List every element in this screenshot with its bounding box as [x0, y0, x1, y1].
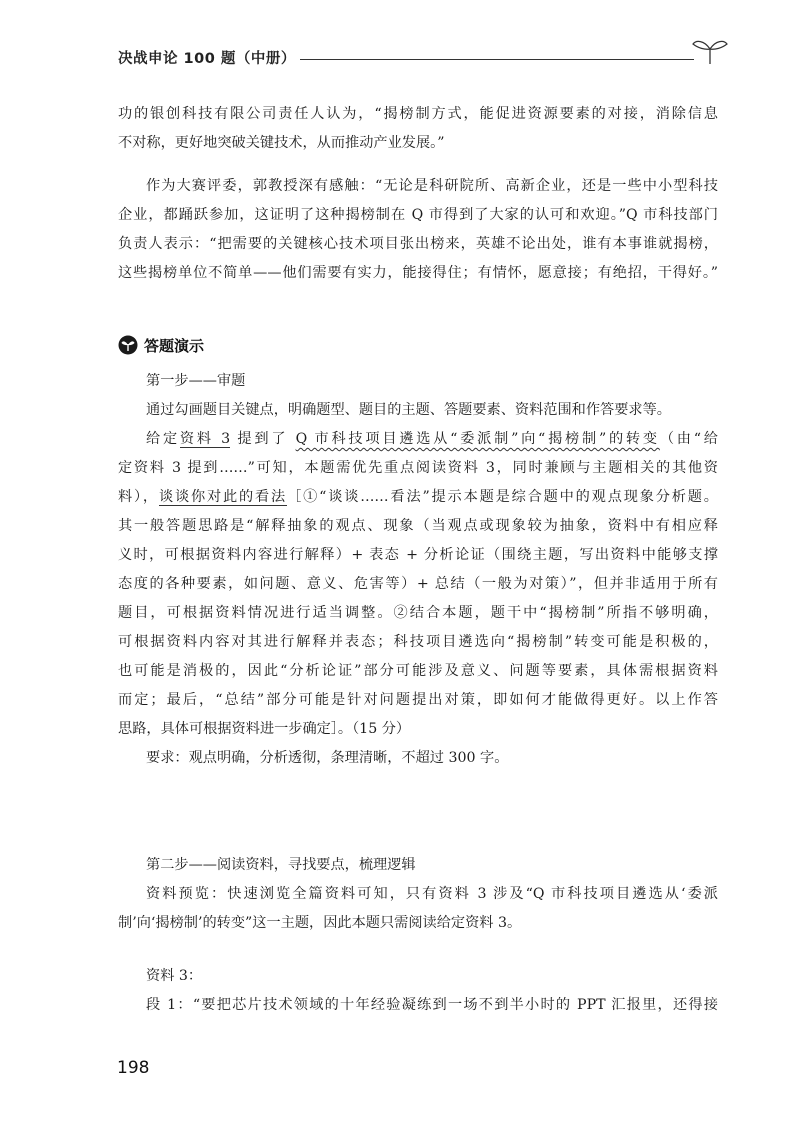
requirement: 要求：观点明确，分析透彻，条理清晰，不超过 300 字。: [146, 750, 509, 766]
underlined-text: 资料 3: [179, 431, 231, 447]
section-title: 答题演示: [144, 336, 205, 355]
running-header: [118, 44, 718, 72]
text-line: 定资料 3 提到……”可知，本题需优先重点阅读资料 3，同时兼顾与主题相关的其他资: [118, 460, 718, 476]
book-title: 决战申论 100 题（中册）: [118, 51, 296, 67]
text-fragment: 提到了: [230, 431, 296, 447]
text-line: 功的银创科技有限公司责任人认为，“揭榜制方式，能促进资源要素的对接，消除信息: [118, 106, 718, 122]
text-line: [118, 425, 718, 454]
text-line: 其一般答题思路是“解释抽象的观点、现象（当观点或现象较为抽象，资料中有相应释: [118, 518, 718, 534]
text-fragment: 料），: [118, 489, 159, 505]
text-fragment: （由“给: [659, 431, 718, 447]
text-line: 通过勾画题目关键点，明确题型、题目的主题、答题要素、资料范围和作答要求等。: [146, 402, 671, 418]
sprout-icon: [690, 36, 730, 66]
text-fragment: ［①“谈谈……看法”提示本题是综合题中的观点现象分析题。: [287, 489, 718, 505]
text-line: 资料预览：快速浏览全篇资料可知，只有资料 3 涉及“Q 市科技项目遴选从‘委派: [146, 886, 718, 902]
paragraph-1: [118, 100, 718, 158]
page-number: 198: [117, 1058, 150, 1078]
text-line: 题目，可根据资料情况进行适当调整。②结合本题，题干中“揭榜制”所指不够明确，: [118, 605, 718, 621]
step-title: 第一步——审题: [146, 373, 246, 389]
underlined-text: 谈谈你对此的看法: [158, 489, 288, 505]
text-line: 这些揭榜单位不简单——他们需要有实力，能接得住；有情怀，愿意接；有绝招，干得好。”: [118, 265, 718, 281]
text-line: 企业，都踊跃参加，这证明了这种揭榜制在 Q 市得到了大家的认可和欢迎。”Q 市科技部门: [118, 207, 718, 223]
text-line: 负责人表示：“把需要的关键核心技术项目张出榜来，英雄不论出处，谁有本事谁就揭榜，: [118, 236, 718, 252]
text-line: 可根据资料内容对其进行解释并表态；科技项目遴选向“揭榜制”转变可能是积极的，: [118, 634, 718, 650]
material-block: [118, 962, 718, 1020]
text-line: 作为大赛评委，郭教授深有感触：“无论是科研院所、高新企业，还是一些中小型科技: [146, 178, 718, 194]
seedling-badge-icon: [118, 335, 138, 355]
wavy-underlined-text: Q 市科技项目遴选从“委派制”向“揭榜制”的转变: [295, 431, 660, 447]
text-line: 态度的各种要素，如问题、意义、危害等）+ 总结（一般为对策）”，但并非适用于所有: [118, 576, 718, 592]
text-line: [118, 483, 718, 512]
step-1: [118, 367, 718, 773]
step-2: [118, 851, 718, 938]
text-fragment: 给定: [146, 431, 180, 447]
text-line: 义时，可根据资料内容进行解释）+ 表态 + 分析论证（围绕主题，写出资料中能够支撑: [118, 547, 718, 563]
header-rule: [300, 59, 694, 60]
text-line: 而定；最后，“总结”部分可能是针对问题提出对策，即如何才能做得更好。以上作答: [118, 692, 718, 708]
text-line: 不对称，更好地突破关键技术，从而推动产业发展。”: [118, 135, 445, 151]
text-line: 也可能是消极的，因此“分析论证”部分可能涉及意义、问题等要素，具体需根据资料: [118, 663, 718, 679]
step-title: 第二步——阅读资料，寻找要点，梳理逻辑: [146, 857, 416, 873]
paragraph-2: [118, 172, 718, 288]
text-line: 段 1：“要把芯片技术领域的十年经验凝练到一场不到半小时的 PPT 汇报里，还得接: [146, 997, 718, 1013]
text-line: 思路，具体可根据资料进一步确定］。（15 分）: [118, 721, 411, 737]
text-line: 制’向‘揭榜制’的转变”这一主题，因此本题只需阅读给定资料 3。: [118, 915, 522, 931]
section-heading: [118, 332, 204, 358]
material-label: 资料 3：: [146, 968, 203, 984]
